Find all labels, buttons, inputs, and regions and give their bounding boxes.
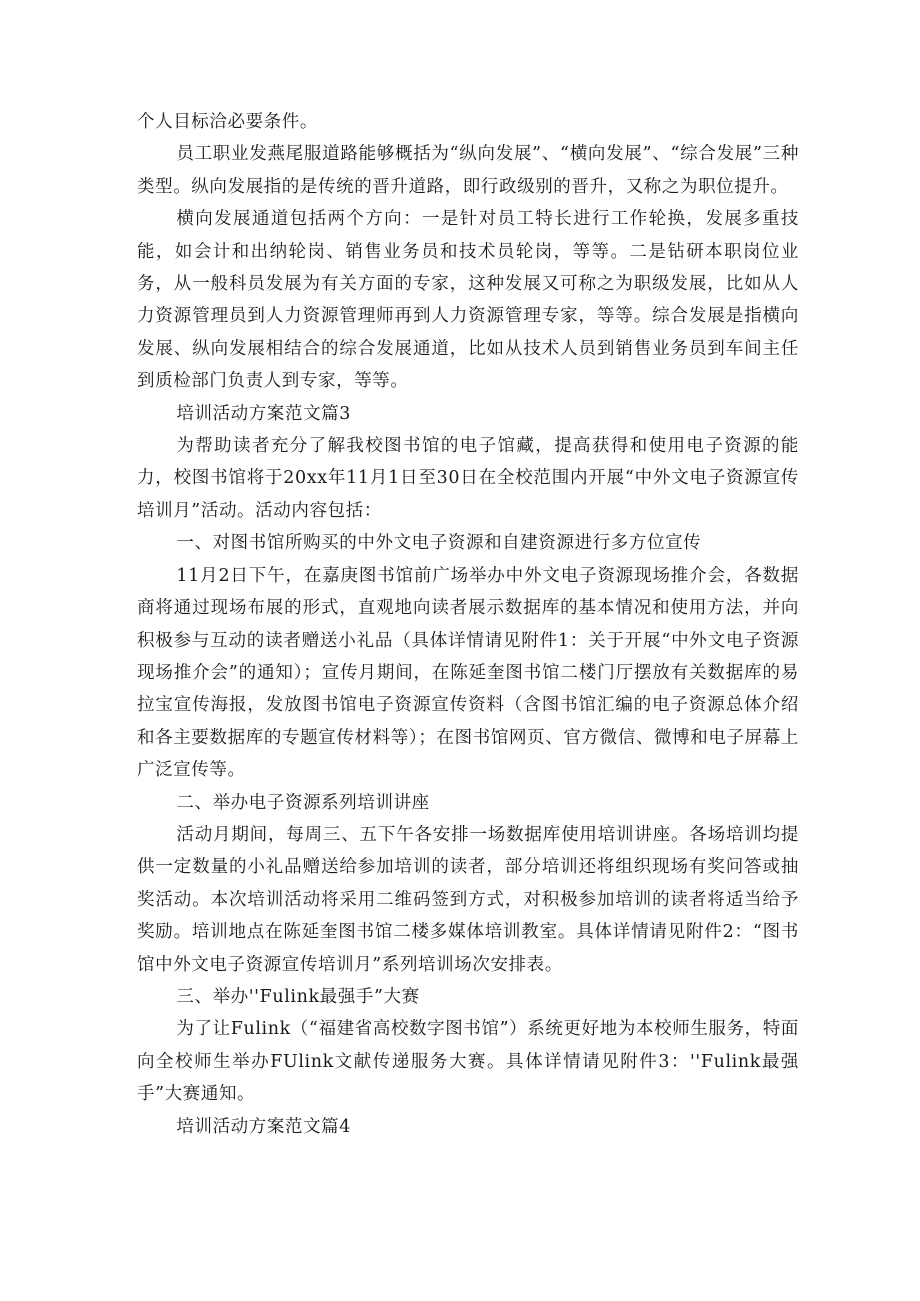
paragraph-promotion: 11月2日下午，在嘉庚图书馆前广场举办中外文电子资源现场推介会，各数据商将通过现场布展的形式，直观地向读者展示数据库的基本情况和使用方法，并向积极参与互动的读者赠送小礼品（具体详情请见附件1：关于开展“中外文电子资源现场推介会”的通知）；宣传月期间，在陈延奎图书馆二楼门厅摆放有关数据库的易拉宝宣传海报，发放图书馆电子资源宣传资料（含图书馆汇编的电子资源总体介绍和各主要数据库的专题宣传材料等）；在图书馆网页、官方微信、微博和电子屏幕上广泛宣传等。 <box>137 565 799 781</box>
document-body <box>137 106 799 1143</box>
paragraph-lectures: 活动月期间，每周三、五下午各安排一场数据库使用培训讲座。各场培训均提供一定数量的小礼品赠送给参加培训的读者，部分培训还将组织现场有奖问答或抽奖活动。本次培训活动将采用二维码签到方式，对积极参加培训的读者将适当给予奖励。培训地点在陈延奎图书馆二楼多媒体培训教室。具体详情请见附件2：“图书馆中外文电子资源宣传培训月”系列培训场次安排表。 <box>137 824 799 975</box>
paragraph-intro: 为帮助读者充分了解我校图书馆的电子馆藏，提高获得和使用电子资源的能力，校图书馆将于20xx年11月1日至30日在全校范围内开展“中外文电子资源宣传培训月”活动。活动内容包括： <box>137 436 799 521</box>
paragraph-continuation: 个人目标洽必要条件。 <box>137 112 318 132</box>
subheading-2: 二、举办电子资源系列培训讲座 <box>176 792 430 813</box>
paragraph-career-paths: 员工职业发燕尾服道路能够概括为“纵向发展”、“横向发展”、“综合发展”三种类型。纵向发展指的是传统的晋升道路，即行政级别的晋升，又称之为职位提升。 <box>137 144 799 197</box>
subheading-3: 三、举办''Fulink最强手”大赛 <box>176 986 420 1007</box>
section-heading-3: 培训活动方案范文篇3 <box>176 403 352 424</box>
section-heading-4: 培训活动方案范文篇4 <box>176 1116 352 1137</box>
paragraph-contest: 为了让Fulink（“福建省高校数字图书馆”）系统更好地为本校师生服务，特面向全校师生举办FUlink文献传递服务大赛。具体详情请见附件3：''Fulink最强手”大赛通知。 <box>137 1019 799 1105</box>
subheading-1: 一、对图书馆所购买的中外文电子资源和自建资源进行多方位宣传 <box>176 533 702 554</box>
paragraph-horizontal-development: 横向发展通道包括两个方向：一是针对员工特长进行工作轮换，发展多重技能，如会计和出纳轮岗、销售业务员和技术员轮岗，等等。二是钻研本职岗位业务，从一般科员发展为有关方面的专家，这种发展又可称之为职级发展，比如从人力资源管理员到人力资源管理师再到人力资源管理专家，等等。综合发展是指横向发展、纵向发展相结合的综合发展通道，比如从技术人员到销售业务员到车间主任到质检部门负责人到专家，等等。 <box>137 209 799 392</box>
